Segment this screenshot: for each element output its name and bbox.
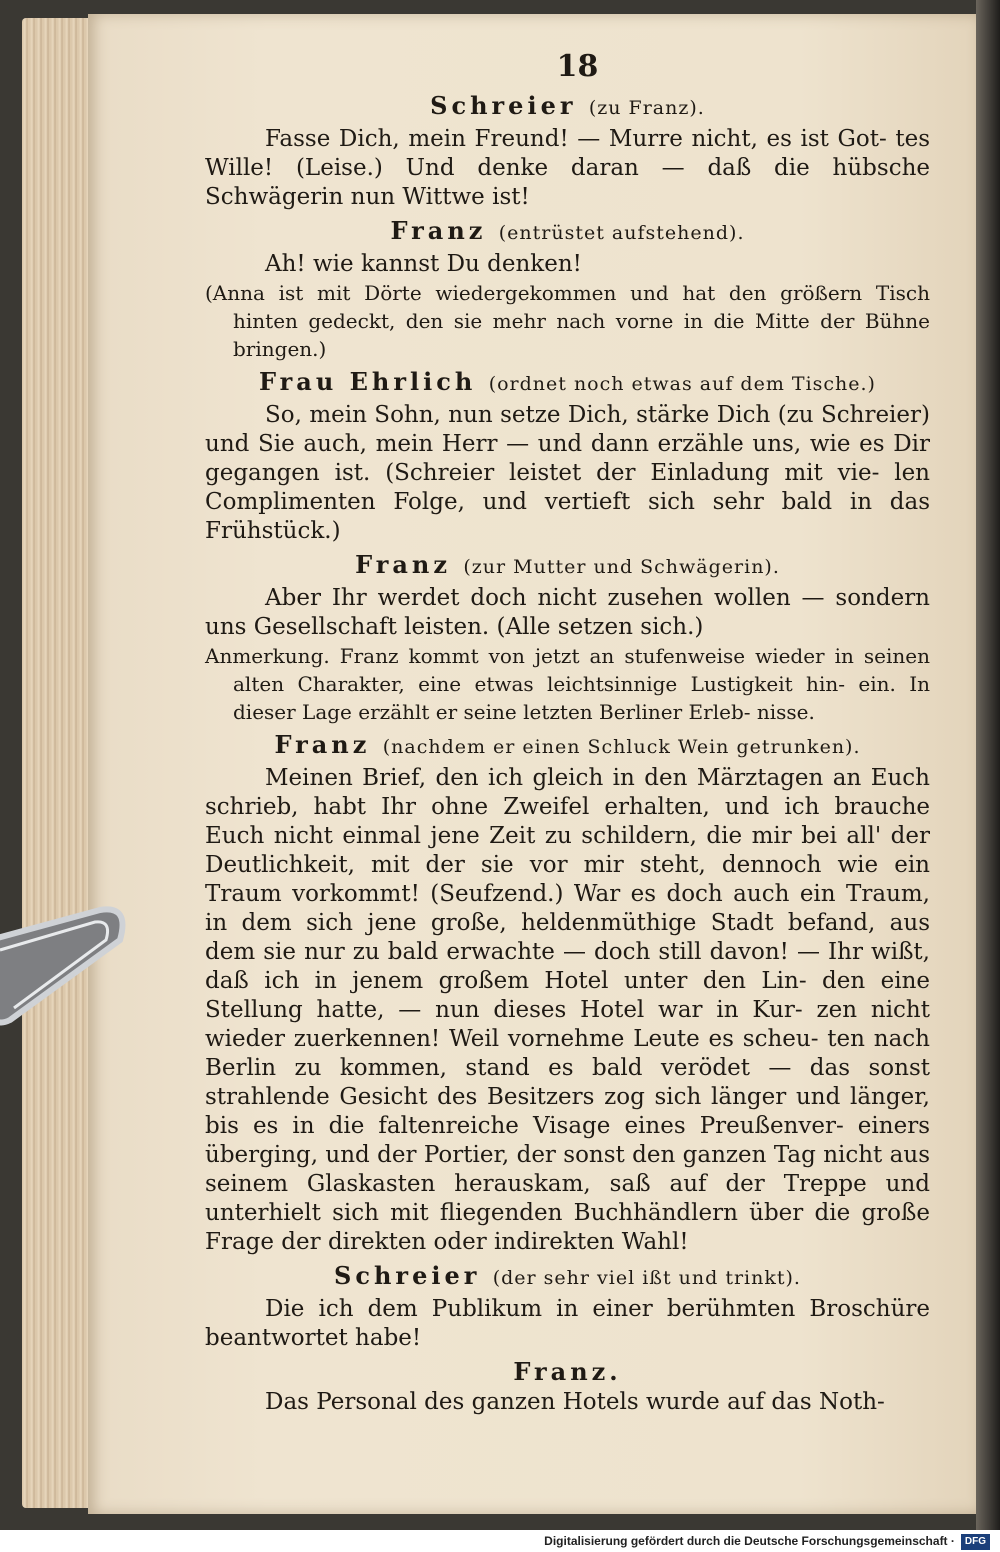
annotation-note: Anmerkung. Franz kommt von jetzt an stufenweise wieder in seinen alten Charakter, eine etwas leichtsinnige Lustigkeit hin- ein. In dieser Lage erzählt er seine letzten Berliner Erleb- nisse. [205,644,930,724]
dfg-logo-icon: DFG [961,1534,990,1550]
stage-direction: (ordnet noch etwas auf dem Tische.) [488,373,876,395]
speaker-name: Frau Ehrlich [259,367,477,396]
speaker-name: Franz [355,550,451,579]
stage-direction: (entrüstet aufstehend). [498,222,745,244]
stage-direction: (zur Mutter und Schwägerin). [463,556,780,578]
book-page-edges [22,18,92,1508]
dialogue-line: Meinen Brief, den ich gleich in den Märztagen an Euch schrieb, habt Ihr ohne Zweifel erhalten, und ich brauche Euch nicht einmal jene Zeit zu schildern, die mir bei all' der Deutlichkeit, mit der sie vor mir steht, dennoch wie ein Traum vorkommt! (Seufzend.) War es doch auch ein Traum, in dem sich jene große, heldenmüthige Stadt befand, aus dem sie nur zu bald erwachte — doch still davon! — Ihr wißt, daß ich in jenem großem Hotel unter den Lin- den eine Stellung hatte, — nun dieses Hotel war in Kur- zen nicht wieder zuerkennen! Weil vornehme Leute es scheu- ten nach Berlin zu kommen, stand es bald verödet — das sonst strahlende Gesicht des Besitzers zog sich länger und länger, bis es in die faltenreiche Visage eines Preußenver- einers überging, und der Portier, der sonst den ganzen Tag nicht aus seinem Glaskasten herauskam, saß auf der Treppe und unterhielt sich mit fliegenden Buchhändlern über die große Frage der direkten oder indirekten Wahl! [205,765,930,1255]
dialogue-line: Das Personal des ganzen Hotels wurde auf das Noth- [265,1389,885,1415]
speaker-heading [205,91,930,123]
stage-direction-block: (Anna ist mit Dörte wiedergekommen und hat den größern Tisch hinten gedeckt, den sie mehr nach vorne in die Mitte der Bühne bringen.) [205,281,930,361]
dialogue-line: Aber Ihr werdet doch nicht zusehen wollen — sondern uns Gesellschaft leisten. (Alle setzen sich.) [205,585,930,640]
page-clip-icon [0,900,160,1050]
footer-bar [0,1530,1000,1552]
speaker-name: Schreier [334,1261,481,1290]
speaker-heading [205,730,930,762]
speaker-name: Franz. [513,1357,622,1386]
page-text [205,49,930,1417]
book-spine-shadow [976,0,1000,1530]
speaker-name: Schreier [430,91,577,120]
speaker-name: Franz [274,730,371,759]
dialogue-line: Die ich dem Publikum in einer berühmten Broschüre beantwortet habe! [205,1296,930,1351]
speaker-name: Franz [390,216,487,245]
speaker-heading [205,1357,930,1386]
dialogue-line: So, mein Sohn, nun setze Dich, stärke Dich (zu Schreier) und Sie auch, mein Herr — und dann erzähle uns, wie es Dir gegangen ist. (Schreier leistet der Einladung mit vie- len Complimenten Folge, und vertieft sich sehr bald in das Frühstück.) [205,402,930,544]
page-number: 18 [556,49,599,84]
speaker-heading [205,216,930,248]
speaker-heading [205,550,930,582]
stage-direction: (zu Franz). [588,97,705,119]
footer-credit: Digitalisierung gefördert durch die Deutsche Forschungsgemeinschaft · [544,1534,955,1548]
stage-direction: (nachdem er einen Schluck Wein getrunken). [382,736,861,758]
stage-direction: (der sehr viel ißt und trinkt). [492,1267,801,1289]
dialogue-line: Fasse Dich, mein Freund! — Murre nicht, es ist Got- tes Wille! (Leise.) Und denke daran — daß die hübsche Schwägerin nun Wittwe ist! [205,126,930,210]
dialogue-line: Ah! wie kannst Du denken! [265,251,582,277]
speaker-heading [205,367,930,399]
speaker-heading [205,1261,930,1293]
